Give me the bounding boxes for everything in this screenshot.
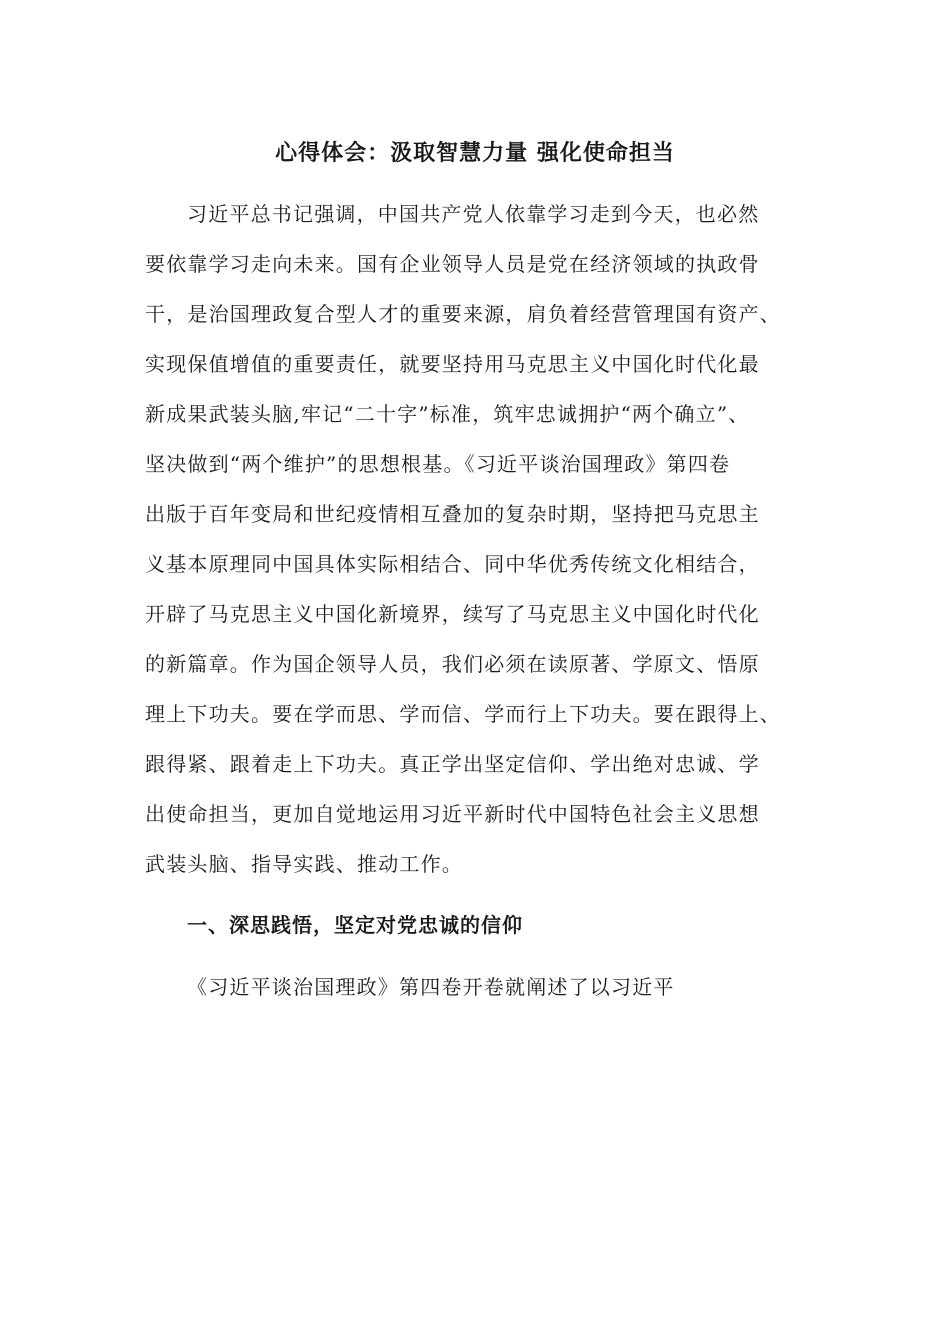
paragraph-line: 实现保值增值的重要责任，就要坚持用马克思主义中国化时代化最 [145, 352, 760, 376]
paragraph-line: 习近平总书记强调，中国共产党人依靠学习走到今天，也必然 [187, 202, 760, 226]
intro-paragraph [145, 189, 825, 889]
paragraph-line: 新成果武装头脑,牢记“二十字”标准，筑牢忠诚拥护“两个确立”、 [145, 402, 750, 426]
paragraph-line: 干，是治国理政复合型人才的重要来源，肩负着经营管理国有资产、 [145, 302, 781, 326]
paragraph-line: 出版于百年变局和世纪疫情相互叠加的复杂时期，坚持把马克思主 [145, 502, 760, 526]
paragraph-line: 跟得紧、跟着走上下功夫。真正学出坚定信仰、学出绝对忠诚、学 [145, 752, 760, 776]
document-title: 心得体会：汲取智慧力量 强化使命担当 [275, 141, 675, 166]
paragraph-line: 出使命担当，更加自觉地运用习近平新时代中国特色社会主义思想 [145, 802, 760, 826]
paragraph-line: 理上下功夫。要在学而思、学而信、学而行上下功夫。要在跟得上、 [145, 702, 781, 726]
section-paragraph [145, 962, 825, 1012]
paragraph-line: 武装头脑、指导实践、推动工作。 [145, 852, 463, 876]
paragraph-line: 要依靠学习走向未来。国有企业领导人员是党在经济领域的执政骨 [145, 252, 760, 276]
paragraph-line: 的新篇章。作为国企领导人员，我们必须在读原著、学原文、悟原 [145, 652, 760, 676]
section-heading: 一、深思践悟，坚定对党忠诚的信仰 [187, 913, 523, 937]
paragraph-line: 坚决做到“两个维护”的思想根基。《习近平谈治国理政》第四卷 [145, 452, 731, 476]
paragraph-line: 义基本原理同中国具体实际相结合、同中华优秀传统文化相结合， [145, 552, 760, 576]
paragraph-line: 开辟了马克思主义中国化新境界，续写了马克思主义中国化时代化 [145, 602, 760, 626]
paragraph-line: 《习近平谈治国理政》第四卷开卷就阐述了以习近平 [187, 975, 675, 999]
